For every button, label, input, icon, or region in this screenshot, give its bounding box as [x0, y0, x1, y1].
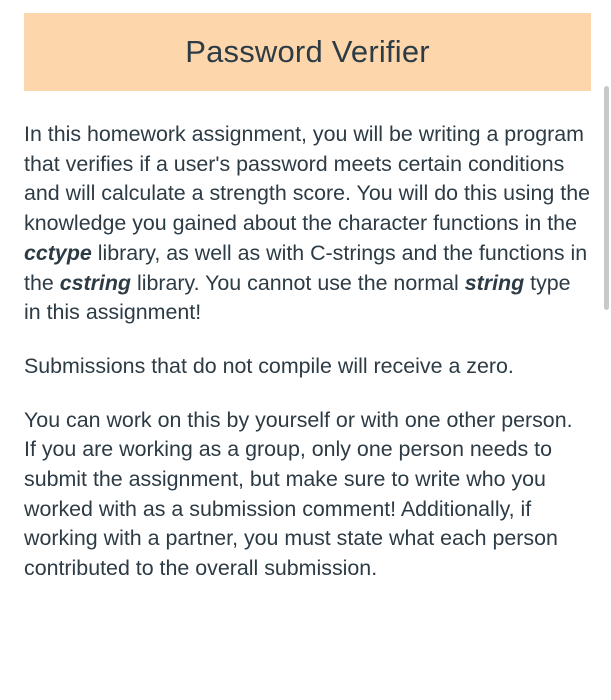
cstring-keyword: cstring [59, 270, 132, 295]
page-title: Password Verifier [185, 34, 430, 69]
string-keyword: string [464, 270, 525, 295]
cctype-keyword: cctype [24, 240, 92, 265]
assignment-description [24, 120, 590, 584]
intro-paragraph [24, 120, 590, 328]
collaboration-paragraph: You can work on this by yourself or with one other person. If you are working as a group, only one person needs to submit the assignment, but make sure to write who you worked with as a submission comment! Additionally, if working with a partner, you must state what each person contributed to the overall submission. [24, 407, 573, 581]
intro-text-2: library, as well as with C-strings and the functions in the [24, 240, 588, 295]
intro-text-4: type in this assignment! [24, 270, 571, 325]
title-banner [24, 13, 591, 91]
intro-text-3: library. You cannot use the normal [131, 270, 465, 295]
vertical-scrollbar[interactable] [604, 86, 609, 310]
intro-text-1: In this homework assignment, you will be writing a program that verifies if a user's password meets certain conditions and will calculate a strength score. You will do this using the knowledge you gained about the character functions in the [24, 122, 590, 236]
compile-notice: Submissions that do not compile will receive a zero. [24, 353, 514, 378]
